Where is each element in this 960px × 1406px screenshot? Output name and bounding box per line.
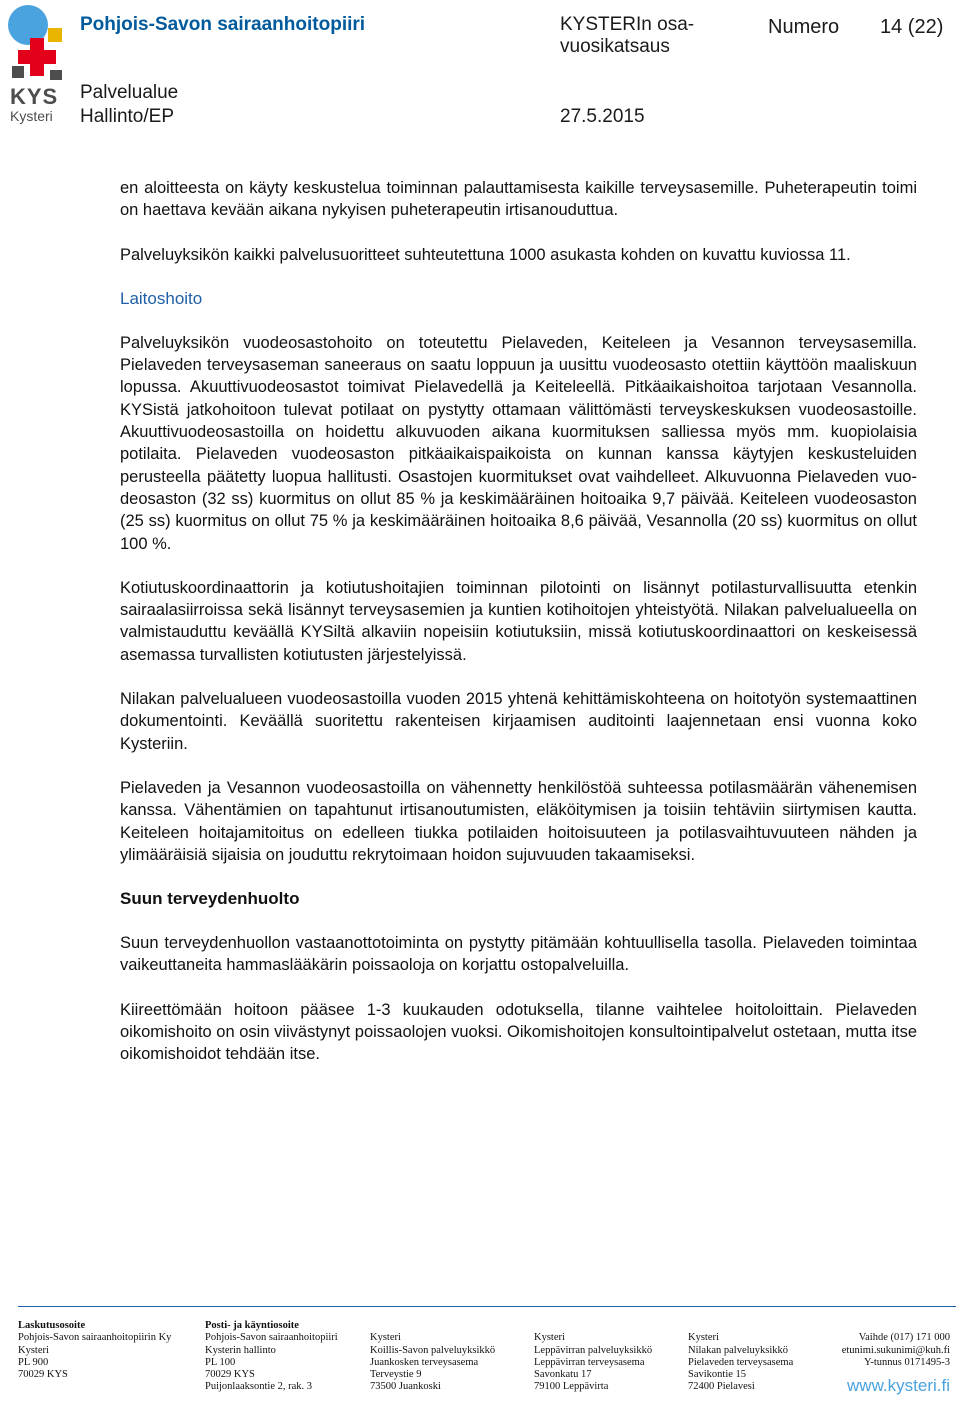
organization-name: Pohjois-Savon sairaanhoitopiiri [80,14,366,35]
website-link[interactable]: www.kysteri.fi [847,1376,950,1395]
footer-billing-address: Laskutusosoite Pohjois-Savon sairaanhoitopiirin Ky Kysteri PL 900 70029 KYS [18,1320,172,1381]
footer-contact-info: Vaihde (017) 171 000 etunimi.sukunimi@kuh.fi Y-tunnus 0171495-3 [841,1332,950,1368]
paragraph: Palveluyksikön vuodeosastohoito on toteutettu Pielaveden, Keiteleen ja Vesannon terveysasemilla. Pielaveden terveysaseman saneeraus on saatu loppuun ja uusittu vuodeosasto otettiin käyttöön maaliskuun lopussa. Akuuttivuodeosastot toimivat Pielavedellä ja Keiteleellä. Pitkäaikaishoitoa tarjotaan Vesannolla. KYSistä jatkohoitoon tulevat potilaat on pystytty ottamaan välittömästi terveyskeskuksen vuodeosastoille. Akuuttivuodeosastoilla on hoidettu alkuvuoden aikana kuormituksen salliessa myös mm. kuopiolaisia potilaita. Pielaveden vuodeosaston pitkäaikaispaikoista on kunnan kanssa käytyjen keskusteluiden perusteella päätetty luopua hallitusti. Osastojen kuormitukset ovat vaihdelleet. Alkuvuonna Pielaveden vuodeosaston (32 ss) kuormitus on ollut 85 % ja keskimääräinen hoitoaika 9,7 päivää. Keiteleen vuodeosaston (25 ss) kuormitus on ollut 75 % ja keskimääräinen hoitoaika 8,6 päivää, Vesannolla (20 ss) kuormitus on ollut 100 %. [120,333,917,553]
footer-pielavesi-address: Kysteri Nilakan palveluyksikkö Pielaveden terveysasema Savikontie 15 72400 Pielavesi [688,1332,794,1393]
footer-postal-address: Posti- ja käyntiosoite Pohjois-Savon sairaanhoitopiiri Kysterin hallinto PL 100 70029 KYS Puijonlaaksontie 2, rak. 3 [205,1320,338,1393]
kys-logo-text: KYS [10,84,59,109]
paragraph: Nilakan palvelualueen vuodeosastoilla vuoden 2015 yhtenä kehittämiskohteena on hoitotyön systemaattinen dokumentointi. Keväällä suoritettu rakenteisen kirjaamisen auditointi laajennetaan ensi vuonna koko Kysteriin. [120,690,917,753]
footer-leppavirta-address: Kysteri Leppävirran palveluyksikkö Leppävirran terveysasema Savonkatu 17 79100 Leppävirta [534,1332,653,1393]
document-body [120,177,917,1088]
document-title-line-1: KYSTERIn osa- [560,14,695,35]
paragraph: Kiireettömään hoitoon pääsee 1-3 kuukauden odotuksella, tilanne vaihtelee hoitoloittain. Pielaveden oikomishoito on osin viivästynyt poissaolojen vuoksi. Oikomishoitojen konsultointipalvelut ostetaan, mutta itse oikomishoidot tehdään itse. [120,1000,917,1064]
number-label: Numero [768,16,840,38]
footer-juankoski-address: Kysteri Koillis-Savon palveluyksikkö Juankosken terveysasema Terveystie 9 73500 Juankoski [370,1332,496,1393]
kys-logo [4,4,68,126]
paragraph: Pielaveden ja Vesannon vuodeosastoilla on vähennetty henkilöstöä suhteessa potilasmäärän vähenemisen kanssa. Vähentämien on tapahtunut irtisanoutumisten, eläköitymisen ja toisiin tehtäviin siirtymisen kautta. Keiteleen hoitajamitoitus on edelleen tiukka potilaiden hoitoisuuteen ja potilasvaihtuvuuteen nähden ja ylimääräisiä sijaisia on jouduttu rekrytoimaan hoidon sujuvuuden takaamiseksi. [120,778,917,864]
footer-divider [18,1306,956,1307]
paragraph: Suun terveydenhuollon vastaanottotoiminta on pystytty pitämään kohtuullisella tasolla. Pielaveden toimintaa vaikeuttaneita hammaslääkärin poissaoloja on korjattu ostopalveluilla. [120,934,917,975]
paragraph: Kotiutuskoordinaattorin ja kotiutushoitajien toiminnan pilotointi on lisännyt potilasturvallisuutta etenkin sairaalasiirroissa sekä lisännyt terveysasemien ja kuntien kotihoitojen yhteistyötä. Nilakan palvelualueella on valmistauduttu keväällä KYSiltä alkaviin nopeisiin kotiutuksiin, missä kotiutuskoordinaattori on keskeisessä asemassa turvallisten kotiutusten järjestelyissä. [120,578,917,664]
section-heading-laitoshoito: Laitoshoito [120,288,203,308]
kysteri-logo-text: Kysteri [10,108,53,124]
service-area-label: Palvelualue [80,82,179,103]
service-area-value: Hallinto/EP [80,106,174,127]
kys-logo-mark [4,4,68,84]
document-title-line-2: vuosikatsaus [560,36,670,57]
paragraph: Palveluyksikön kaikki palvelusuoritteet suhteutettuna 1000 asukasta kohden on kuvattu kuviossa 11. [120,245,851,264]
page-number: 14 (22) [880,16,944,38]
section-heading-suun-terveydenhuolto: Suun terveydenhuolto [120,889,300,909]
document-date: 27.5.2015 [560,106,645,127]
paragraph: en aloitteesta on käyty keskustelua toiminnan palauttamisesta kaikille terveysasemille. Puheterapeutin toimi on haettava kevään aikana nykyisen puheterapeutin irtisanouduttua. [120,179,917,220]
